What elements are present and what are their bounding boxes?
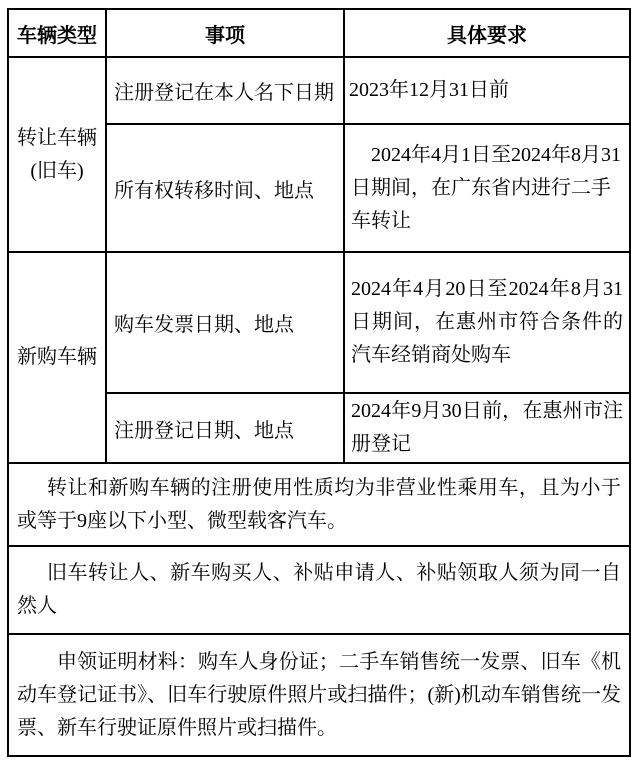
item-ownership-transfer: 所有权转移时间、地点 xyxy=(106,124,344,252)
table-note-row xyxy=(8,546,630,634)
vehicle-type-new-car-cell xyxy=(8,252,106,463)
note-usage-restriction: 转让和新购车辆的注册使用性质均为非营业性乘用车，且为小于或等于9座以下小型、微型载客汽车。 xyxy=(8,463,630,546)
requirement-registration-deadline: 2023年12月31日前 xyxy=(344,57,630,124)
vehicle-subsidy-requirements-table xyxy=(7,8,631,757)
table-note-row xyxy=(8,634,630,756)
table-header-row xyxy=(8,9,630,57)
requirement-purchase-invoice: 2024年4月20日至2024年8月31日期间，在惠州市符合条件的汽车经销商处购车 xyxy=(344,252,630,393)
table-row xyxy=(8,57,630,124)
header-item: 事项 xyxy=(106,9,344,57)
vehicle-type-new-car-line1: 新购车辆 xyxy=(17,346,97,368)
requirement-ownership-transfer: 2024年4月1日至2024年8月31日期间，在广东省内进行二手车转让 xyxy=(344,124,630,252)
requirement-registration-date-place: 2024年9月30日前，在惠州市注册登记 xyxy=(344,393,630,463)
table-note-row xyxy=(8,463,630,546)
item-registration-date-place: 注册登记日期、地点 xyxy=(106,393,344,463)
vehicle-type-old-car-line2: (旧车) xyxy=(30,159,84,182)
note-same-natural-person: 旧车转让人、新车购买人、补贴申请人、补贴领取人须为同一自然人 xyxy=(8,546,630,634)
vehicle-type-old-car-line1: 转让车辆 xyxy=(17,126,97,149)
item-registration-under-own-name: 注册登记在本人名下日期 xyxy=(106,57,344,124)
header-requirement: 具体要求 xyxy=(344,9,630,57)
note-required-documents: 申领证明材料：购车人身份证；二手车销售统一发票、旧车《机动车登记证书》、旧车行驶原件照片或扫描件；(新)机动车销售统一发票、新车行驶证原件照片或扫描件。 xyxy=(8,634,630,756)
item-purchase-invoice: 购车发票日期、地点 xyxy=(106,252,344,393)
vehicle-type-old-car-cell xyxy=(8,57,106,252)
header-vehicle-type: 车辆类型 xyxy=(8,9,106,57)
table-row xyxy=(8,252,630,393)
